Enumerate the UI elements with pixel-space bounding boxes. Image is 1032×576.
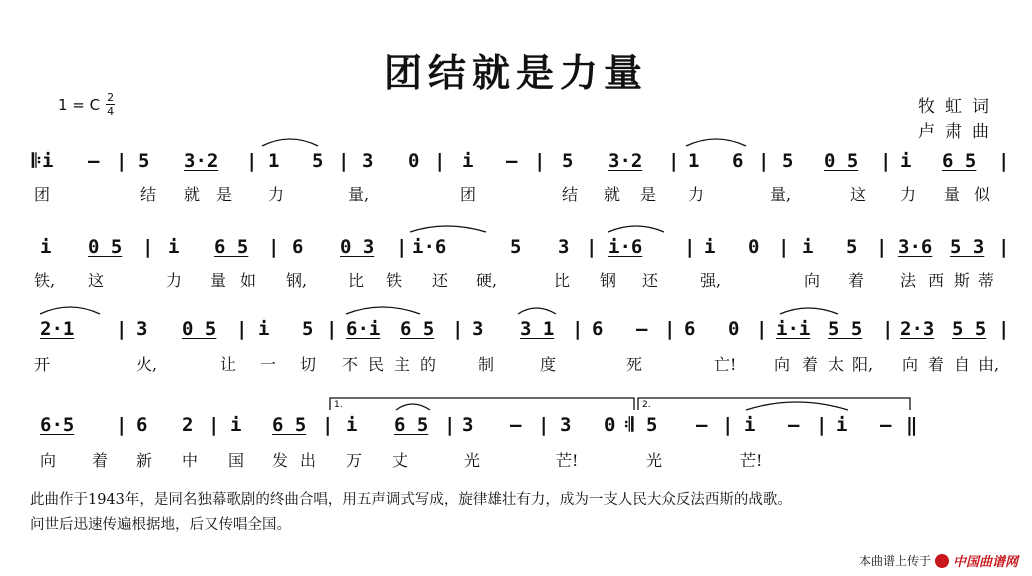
repeat-start: 𝄆 [32,150,42,172]
lyric: 切 [300,355,317,374]
lyric: 强, [700,271,722,290]
tie [396,404,430,410]
note: i [42,150,54,172]
barline: | [338,150,350,172]
note: 5 [782,150,794,172]
barline: | [246,150,258,172]
note: – [880,414,892,436]
lyric: 力 [268,185,285,204]
lyric: 比 [348,271,365,290]
barline: | [756,318,768,340]
note: 5 [562,150,574,172]
note: 3 [362,150,374,172]
note: 5 5 [828,318,863,340]
note: – [696,414,708,436]
note: 3 [472,318,484,340]
lyric: 就 [604,185,621,204]
lyric: 太 [828,355,845,374]
note: 0 [728,318,740,340]
note: 6 5 [214,236,249,258]
note: i·6 [412,236,447,258]
note: 0 3 [340,236,375,258]
note: 3 [560,414,572,436]
tie [686,139,746,146]
lyric: 不 [342,355,359,374]
note: 3·6 [898,236,933,258]
lyric: 似 [974,185,991,204]
note: 6 5 [400,318,435,340]
tie [410,226,486,232]
lyric: 比 [554,271,571,290]
lyricist-credit: 牧虹词 [918,97,999,117]
note: 2·3 [900,318,935,340]
lyric: 发 [272,451,289,470]
note: 5 [312,150,324,172]
volta-2-label: 2. [642,400,651,410]
lyric: 着 [92,451,109,470]
lyric: 着 [802,355,819,374]
note: 6·5 [40,414,75,436]
lyric: 铁 [386,271,403,290]
lyric: 是 [640,185,657,204]
key-label: 1 = C [58,95,101,114]
lyric: 光 [464,451,481,470]
note: i [462,150,474,172]
note: 3 [136,318,148,340]
note: 5 3 [950,236,985,258]
note: 3·2 [608,150,643,172]
tie [780,308,838,314]
lyric: 西 [928,271,945,290]
note: 0 [604,414,616,436]
barline: | [586,236,598,258]
lyric: 出 [300,451,317,470]
barline: | [322,414,334,436]
tie [518,308,556,314]
note: 5 [846,236,858,258]
lyric: 新 [136,451,153,470]
lyric: 着 [928,355,945,374]
lyric: 结 [562,185,579,204]
note: 1 [688,150,700,172]
note: – [510,414,522,436]
barline: | [758,150,770,172]
lyric: 民 [368,355,385,374]
note: – [506,150,518,172]
barline: | [880,150,892,172]
lyric: 度 [540,355,557,374]
barline: | [236,318,248,340]
barline: | [268,236,280,258]
note: 5 5 [952,318,987,340]
note: 5 [138,150,150,172]
lyric: 开 [34,355,51,374]
note: 6 5 [394,414,429,436]
lyric: 死 [626,355,643,374]
note: i [168,236,180,258]
lyric: 钢 [600,271,617,290]
barline: | [326,318,338,340]
barline: | [116,414,128,436]
lyric: 向 [804,271,821,290]
note: 0 [408,150,420,172]
time-denominator: 4 [107,105,115,118]
footer-text: 本曲谱上传于 [858,554,931,568]
barline: | [998,236,1010,258]
composer-credit: 卢肃曲 [918,122,999,142]
lyric: 国 [228,451,245,470]
lyric: 法 [900,271,917,290]
lyric: 自 [954,355,971,374]
lyric: 力 [166,271,183,290]
barline: | [534,150,546,172]
note: 0 [748,236,760,258]
volta-1-bracket [330,398,634,410]
barline: | [538,414,550,436]
final-barline: ‖ [906,414,918,436]
barline: | [572,318,584,340]
note: 5 [646,414,658,436]
note: 0 5 [182,318,217,340]
site-logo-icon [935,554,949,568]
barline: | [452,318,464,340]
barline: | [142,236,154,258]
tie [346,307,420,314]
note: 3 [462,414,474,436]
lyric: 的 [420,355,437,374]
note: i [40,236,52,258]
lyric: 这 [88,271,105,290]
note-line-1: 此曲作于1943年，是同名独幕歌剧的终曲合唱，用五声调式写成，旋律雄壮有力，成为一支人民大众反法西斯的战歌。 [30,492,792,508]
lyric: 阳, [852,355,874,374]
barline: | [816,414,828,436]
note: 6 [592,318,604,340]
lyric: 结 [140,185,157,204]
barline: | [684,236,696,258]
lyric: 硬, [476,271,498,290]
lyric: 光 [646,451,663,470]
note: 3·2 [184,150,219,172]
tie [40,307,100,314]
note: 6 [732,150,744,172]
tie [746,402,848,410]
lyric: 量 [944,185,961,204]
lyric: 由, [978,355,1000,374]
lyric: 亡! [714,355,737,374]
lyric: 火, [136,355,158,374]
note: 6 5 [272,414,307,436]
note: 2 [182,414,194,436]
tie [608,226,664,232]
barline: | [116,318,128,340]
lyric: 钢, [286,271,308,290]
lyric: 一 [260,355,277,374]
barline: | [664,318,676,340]
barline: | [116,150,128,172]
tie [262,139,318,146]
lyric: 蒂 [978,271,995,290]
note: 1 [268,150,280,172]
lyric: 芒! [740,451,763,470]
note: 6 5 [942,150,977,172]
lyric: 制 [478,355,495,374]
lyric: 团 [34,185,51,204]
lyric: 就 [184,185,201,204]
lyric: 是 [216,185,233,204]
lyric: 中 [182,451,199,470]
lyric: 向 [902,355,919,374]
note: – [88,150,100,172]
barline: | [882,318,894,340]
lyric: 丈 [392,451,409,470]
volta-1-label: 1. [334,400,343,410]
page-title: 团结就是力量 [383,51,648,95]
note: i·6 [608,236,643,258]
lyric: 向 [774,355,791,374]
note: i [346,414,358,436]
barline: | [876,236,888,258]
lyric: 量, [348,185,370,204]
note: i [802,236,814,258]
barline: | [998,318,1010,340]
lyric: 还 [642,271,659,290]
note: 0 5 [824,150,859,172]
note: i [900,150,912,172]
note: i [258,318,270,340]
lyric: 向 [40,451,57,470]
time-numerator: 2 [107,91,115,104]
lyric: 铁, [34,271,56,290]
note: 6 [684,318,696,340]
note: 3 [558,236,570,258]
lyric: 斯 [954,271,971,290]
note: i·i [776,318,811,340]
note: 2·1 [40,318,75,340]
barline: | [208,414,220,436]
barline: | [396,236,408,258]
note: 5 [302,318,314,340]
lyric: 万 [346,451,363,470]
lyric: 如 [240,271,257,290]
barline: | [444,414,456,436]
note: i [836,414,848,436]
lyric: 力 [688,185,705,204]
lyric: 着 [848,271,865,290]
site-logo-text: 中国曲谱网 [952,555,1018,570]
note: i [230,414,242,436]
note: i [704,236,716,258]
note-line-2: 问世后迅速传遍根据地，后又传唱全国。 [30,517,291,533]
lyric: 量 [210,271,227,290]
lyric: 量, [770,185,792,204]
note: 3 1 [520,318,555,340]
lyric: 让 [220,355,237,374]
footer [859,551,1018,570]
note: 6·i [346,318,381,340]
barline: | [778,236,790,258]
barline: | [722,414,734,436]
note: 0 5 [88,236,123,258]
barline: | [434,150,446,172]
note: – [636,318,648,340]
note: i [744,414,756,436]
lyric: 这 [850,185,867,204]
lyric: 还 [432,271,449,290]
note: 6 [292,236,304,258]
note: 6 [136,414,148,436]
lyric: 力 [900,185,917,204]
lyric: 团 [460,185,477,204]
lyric: 芒! [556,451,579,470]
note: – [788,414,800,436]
barline: | [998,150,1010,172]
lyric: 主 [394,355,411,374]
note: 5 [510,236,522,258]
barline: | [668,150,680,172]
repeat-end: 𝄇 [624,414,634,436]
